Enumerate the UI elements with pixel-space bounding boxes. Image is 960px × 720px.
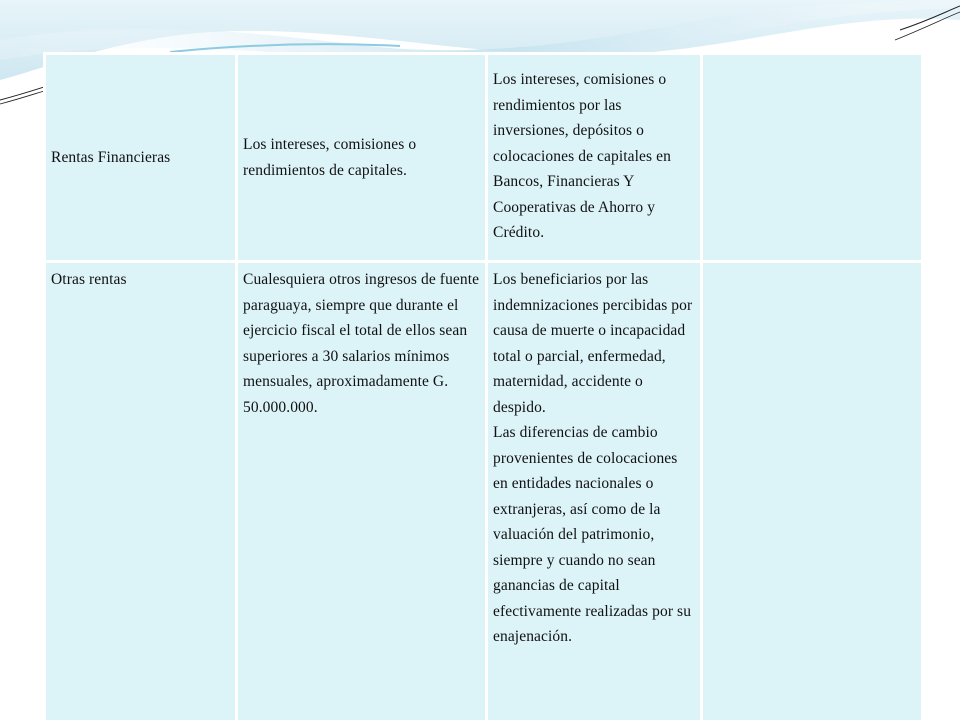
description-text: Los intereses, comisiones o rendimientos de capitales. — [243, 136, 417, 179]
rentas-table — [43, 52, 924, 720]
table-row — [46, 263, 921, 720]
details-text-continued: Las diferencias de cambio provenientes de colocaciones en entidades nacionales o extranjeras, así como de la valuación del patrimonio, siempre y cuando no sean ganancias de capital efectivamente realizadas por su enajenación. — [493, 424, 692, 645]
category-cell — [46, 263, 235, 720]
details-cell — [488, 55, 700, 260]
table-row — [46, 55, 921, 260]
details-cell — [488, 263, 700, 720]
category-text: Otras rentas — [51, 271, 127, 288]
description-cell — [238, 263, 485, 720]
description-cell — [238, 55, 485, 260]
description-text: Cualesquiera otros ingresos de fuente paraguaya, siempre que durante el ejercicio fiscal el total de ellos sean superiores a 30 salarios mínimos mensuales, aproximadamente G. 50.000.000. — [243, 271, 480, 416]
category-text: Rentas Financieras — [51, 148, 171, 166]
extra-cell — [703, 263, 921, 720]
details-text: Los beneficiarios por las indemnizaciones percibidas por causa de muerte o incapacidad total o parcial, enfermedad, maternidad, accidente o despido. — [493, 271, 693, 416]
extra-cell — [703, 55, 921, 260]
details-text: Los intereses, comisiones o rendimientos por las inversiones, depósitos o colocaciones de capitales en Bancos, Financieras Y Cooperativas de Ahorro y Crédito. — [493, 71, 671, 242]
category-cell — [46, 55, 235, 260]
